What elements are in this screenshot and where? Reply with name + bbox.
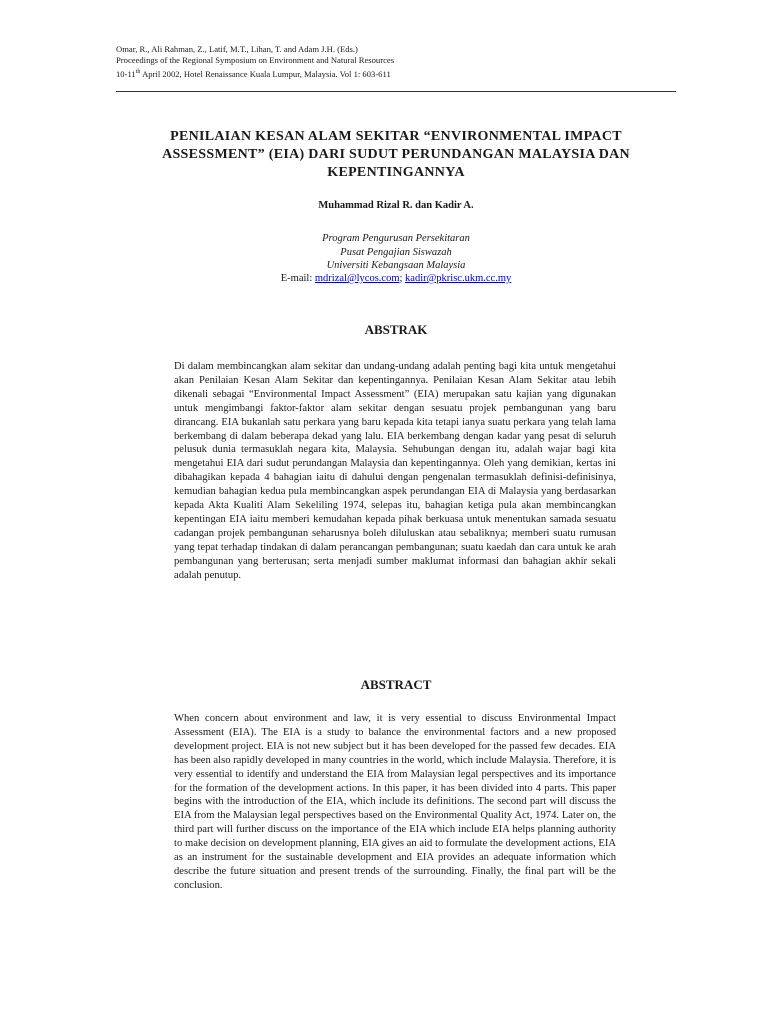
email-line bbox=[116, 273, 676, 284]
citation-venue bbox=[116, 67, 676, 80]
citation-date-suffix: th bbox=[135, 68, 141, 75]
title-line-1: PENILAIAN KESAN ALAM SEKITAR “ENVIRONMENTAL IMPACT bbox=[170, 129, 622, 144]
email-label: E-mail: bbox=[280, 273, 315, 284]
email-separator: ; bbox=[399, 273, 406, 284]
abstrak-heading: ABSTRAK bbox=[364, 322, 428, 337]
citation-location: April 2002, Hotel Renaissance Kuala Lumpur, Malaysia. Vol 1: 603-611 bbox=[140, 68, 391, 79]
header-divider bbox=[116, 91, 676, 92]
affiliation bbox=[116, 232, 676, 273]
citation-proceedings: Proceedings of the Regional Symposium on Environment and Natural Resources bbox=[116, 55, 395, 66]
affiliation-university: Universiti Kebangsaan Malaysia bbox=[326, 260, 466, 271]
paper-title bbox=[116, 128, 676, 182]
abstract-heading: ABSTRACT bbox=[360, 677, 432, 692]
abstrak-body: Di dalam membincangkan alam sekitar dan undang-undang adalah penting bagi kita untuk mengetahui akan Penilaian Kesan Alam Sekitar dan kepentingannya. Penilaian Kesan Alam Sekitar atau lebih dikenali sebagai “Environmental Impact Assessment” (EIA) merupakan satu kajian yang digunakan untuk mengimbangi faktor-faktor alam sekitar dengan sesuatu projek pembangunan yang baru dirancang. EIA bukanlah satu perkara yang baru kepada kita tetapi ianya suatu perkara yang telah lama berkembang di dalam beberapa dekad yang lalu. EIA berkembang dengan kadar yang pesat di seluruh pelusuk dunia termasuklah negara kita, Malaysia. Sehubungan dengan itu, adalah wajar bagi kita mengetahui EIA dari sudut perundangan Malaysia dan kepentingannya. Oleh yang demikian, kertas ini dibahagikan kepada 4 bahagian iaitu di dahului dengan pengenalan termasuklah definisi-definisinya, kemudian bahagian kedua pula membincangkan aspek perundangan EIA di Malaysia yang berdasarkan kepada Akta Kualiti Alam Sekeliling 1974, selepas itu, bahagian ketiga pula akan membincangkan kepentingan EIA iaitu memberi kemudahan kepada pihak berkuasa untuk menentukan samada sesuatu cadangan projek pembangunan seharusnya boleh diluluskan atau sebaliknya; memberi suatu rumusan yang tepat terhadap tindakan di dalam perancangan pembangunan; suatu kaedah dan cara untuk ke arah pembangunan yang berterusan; serta menjadi sumber maklumat informasi dan bahagian akhir sekali adalah penutup. bbox=[174, 361, 616, 581]
affiliation-center: Pusat Pengajian Siswazah bbox=[340, 246, 452, 258]
authors: Muhammad Rizal R. dan Kadir A. bbox=[318, 200, 474, 211]
citation-header bbox=[116, 44, 676, 80]
citation-date: 10-11 bbox=[116, 68, 136, 79]
abstract-body: When concern about environment and law, it is very essential to discuss Environmental Impact Assessment (EIA). The EIA is a study to balance the environmental factors and a new proposed development project. EIA is not new subject but it has been developed for the passed few decades. EIA has been also rapidly developed in many countries in the world, which include Malaysia. Therefore, it is very essential to identify and understand the EIA from Malaysian legal perspectives and its importance for the formation of the development actions. In this paper, it has been divided into 4 parts. This paper begins with the introduction of the EIA, which include its definitions. The second part will discuss the EIA from the Malaysian legal perspectives based on the Environmental Quality Act, 1974. Later on, the third part will further discuss on the importance of the EIA which include EIA helps planning authority to make decision on development planning, EIA gives an aid to formulate the development actions, EIA as an instrument for the sustainable development and EIA provides an adequate information which describe the future situation and present trends of the surrounding. Finally, the final part will be the conclusion. bbox=[174, 713, 616, 891]
affiliation-program: Program Pengurusan Persekitaran bbox=[322, 233, 470, 244]
title-line-3: KEPENTINGANNYA bbox=[327, 165, 465, 180]
title-line-2: ASSESSMENT” (EIA) DARI SUDUT PERUNDANGAN MALAYSIA DAN bbox=[162, 147, 630, 162]
email-link-2[interactable]: kadir@pkrisc.ukm.cc.my bbox=[405, 273, 512, 284]
email-link-1[interactable]: mdrizal@lycos.com bbox=[314, 273, 400, 284]
citation-editors: Omar, R., Ali Rahman, Z., Latif, M.T., Lihan, T. and Adam J.H. (Eds.) bbox=[116, 44, 358, 54]
